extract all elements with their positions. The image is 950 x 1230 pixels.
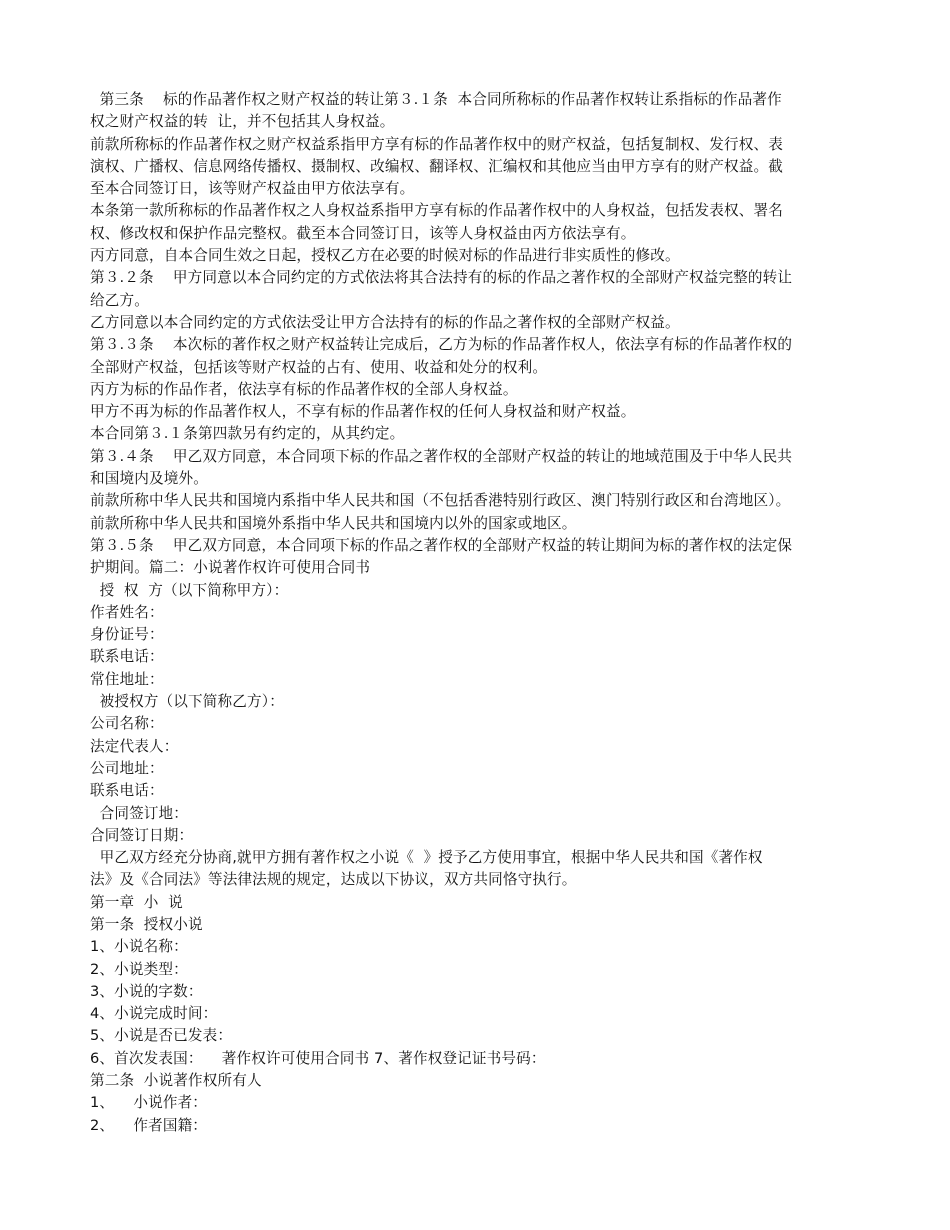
text-line-41: 3、小说的字数： bbox=[90, 982, 203, 1000]
text-line-10: 给乙方。 bbox=[90, 291, 149, 309]
text-line-13: 全部财产权益，包括该等财产权益的占有、使用、收益和处分的权利。 bbox=[90, 358, 548, 376]
text-line-18: 和国境内及境外。 bbox=[90, 470, 208, 488]
document-page bbox=[90, 89, 865, 1137]
text-line-17: 第３.４条 甲乙双方同意，本合同项下标的作品之著作权的全部财产权益的转让的地域范围及于中华人民共 bbox=[90, 447, 793, 465]
text-line-22: 护期间。篇二：小说著作权许可使用合同书 bbox=[90, 559, 371, 577]
text-line-35: 甲乙双方经充分协商,就甲方拥有著作权之小说《 》授予乙方使用事宜，根据中华人民共和国《著作权 bbox=[90, 849, 763, 867]
text-line-29: 公司名称： bbox=[90, 715, 164, 733]
text-line-01: 第三条 标的作品著作权之财产权益的转让第３.１条 本合同所称标的作品著作权转让系指标的作品著作 bbox=[90, 91, 782, 108]
text-line-40: 2、小说类型： bbox=[90, 960, 188, 978]
text-line-08: 丙方同意，自本合同生效之日起，授权乙方在必要的时候对标的作品进行非实质性的修改。 bbox=[90, 247, 680, 265]
text-line-07: 权、修改权和保护作品完整权。截至本合同签订日，该等人身权益由丙方依法享有。 bbox=[90, 224, 636, 242]
text-line-47: 2、 作者国籍： bbox=[90, 1116, 208, 1134]
text-line-14: 丙方为标的作品作者，依法享有标的作品著作权的全部人身权益。 bbox=[90, 380, 518, 398]
text-line-28: 被授权方（以下简称乙方）： bbox=[90, 693, 284, 711]
text-line-15: 甲方不再为标的作品著作权人，不享有标的作品著作权的任何人身权益和财产权益。 bbox=[90, 403, 636, 421]
text-line-42: 4、小说完成时间： bbox=[90, 1005, 218, 1023]
text-line-34: 合同签订日期： bbox=[90, 826, 194, 844]
text-line-27: 常住地址： bbox=[90, 670, 164, 688]
text-line-26: 联系电话： bbox=[90, 648, 164, 666]
text-line-06: 本条第一款所称标的作品著作权之人身权益系指甲方享有标的作品著作权中的人身权益，包括发表权、署名 bbox=[90, 202, 783, 220]
text-line-21: 第３.５条 甲乙双方同意，本合同项下标的作品之著作权的全部财产权益的转让期间为标的著作权的法定保 bbox=[90, 536, 793, 554]
text-line-44: 6、首次发表国： 著作权许可使用合同书 7、著作权登记证书号码： bbox=[90, 1049, 546, 1067]
text-line-03: 前款所称标的作品著作权之财产权益系指甲方享有标的作品著作权中的财产权益，包括复制权、发行权、表 bbox=[90, 135, 783, 153]
text-line-25: 身份证号： bbox=[90, 626, 164, 644]
text-line-32: 联系电话： bbox=[90, 782, 164, 800]
text-line-11: 乙方同意以本合同约定的方式依法受让甲方合法持有的标的作品之著作权的全部财产权益。 bbox=[90, 313, 680, 331]
text-line-02: 权之财产权益的转 让，并不包括其人身权益。 bbox=[90, 113, 395, 131]
text-line-23: 授 权 方（以下简称甲方）： bbox=[90, 581, 289, 599]
text-line-36: 法》及《合同法》等法律法规的规定，达成以下协议，双方共同恪守执行。 bbox=[90, 871, 577, 889]
text-line-38: 第一条 授权小说 bbox=[90, 915, 203, 933]
text-line-04: 演权、广播权、信息网络传播权、摄制权、改编权、翻译权、汇编权和其他应当由甲方享有的财产权益。截 bbox=[90, 157, 783, 175]
text-line-24: 作者姓名： bbox=[90, 603, 164, 621]
text-line-45: 第二条 小说著作权所有人 bbox=[90, 1072, 262, 1090]
text-line-33: 合同签订地： bbox=[90, 804, 189, 822]
text-line-46: 1、 小说作者： bbox=[90, 1094, 208, 1112]
text-line-05: 至本合同签订日，该等财产权益由甲方依法享有。 bbox=[90, 180, 415, 198]
text-line-16: 本合同第３.１条第四款另有约定的，从其约定。 bbox=[90, 425, 405, 443]
text-line-31: 公司地址： bbox=[90, 759, 164, 777]
text-line-30: 法定代表人： bbox=[90, 737, 179, 755]
text-line-12: 第３.３条 本次标的著作权之财产权益转让完成后，乙方为标的作品著作权人，依法享有标的作品著作权的 bbox=[90, 336, 793, 354]
text-line-39: 1、小说名称： bbox=[90, 938, 188, 956]
text-line-19: 前款所称中华人民共和国境内系指中华人民共和国（不包括香港特别行政区、澳门特别行政区和台湾地区）。 bbox=[90, 492, 791, 510]
text-line-37: 第一章 小 说 bbox=[90, 893, 183, 911]
text-line-43: 5、小说是否已发表： bbox=[90, 1027, 233, 1045]
text-line-09: 第３.２条 甲方同意以本合同约定的方式依法将其合法持有的标的作品之著作权的全部财产权益完整的转让 bbox=[90, 269, 793, 287]
text-line-20: 前款所称中华人民共和国境外系指中华人民共和国境内以外的国家或地区。 bbox=[90, 514, 577, 532]
